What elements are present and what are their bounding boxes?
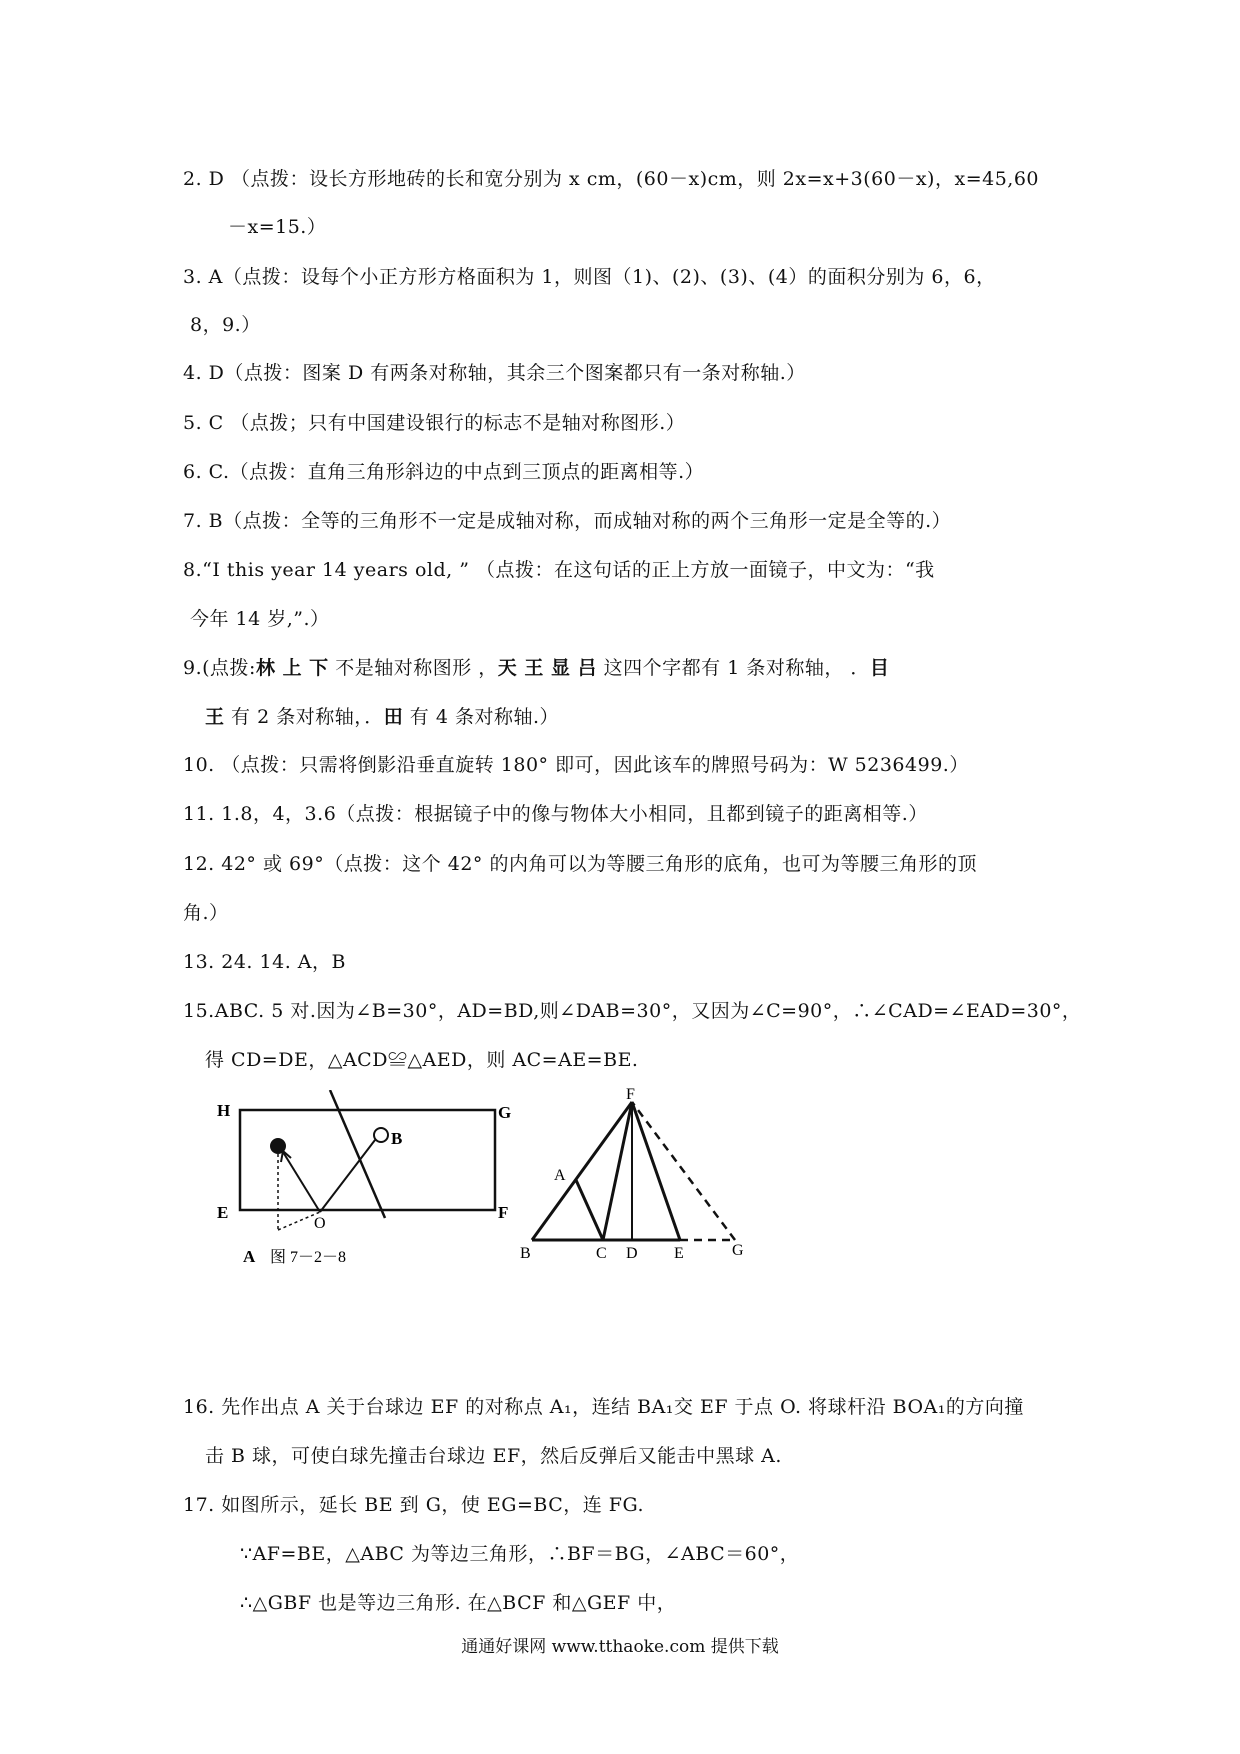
answer-7: 7. B（点拨：全等的三角形不一定是成轴对称，而成轴对称的两个三角形一定是全等的.） <box>183 510 952 532</box>
answer-2-line-2: －x=15.） <box>228 216 327 238</box>
answer-9-line2-chars-b: 田 <box>383 706 404 728</box>
white-ball <box>374 1128 388 1142</box>
label-h: H <box>217 1101 231 1120</box>
answer-9-line2-mid: 有 2 条对称轴，． <box>224 706 384 728</box>
answer-15-line-2: 得 CD=DE，△ACD≌△AED，则 AC=AE=BE. <box>205 1049 639 1071</box>
answer-17-line-3: ∴△GBF 也是等边三角形. 在△BCF 和△GEF 中， <box>240 1592 677 1614</box>
answer-9-line2-suffix: 有 4 条对称轴.） <box>403 706 559 728</box>
answer-10: 10. （点拨：只需将倒影沿垂直旋转 180° 即可，因此该车的牌照号码为：W 5236499.） <box>183 754 969 776</box>
ball-path-o-a <box>283 1152 320 1212</box>
answer-12-line-1: 12. 42° 或 69°（点拨：这个 42° 的内角可以为等腰三角形的底角，也可为等腰三角形的顶 <box>183 853 977 875</box>
label-f: F <box>626 1088 635 1103</box>
answer-17-line-1: 17. 如图所示，延长 BE 到 G，使 EG=BC，连 FG. <box>183 1494 645 1516</box>
answer-5: 5. C （点拨；只有中国建设银行的标志不是轴对称图形.） <box>183 412 686 434</box>
answer-13-14: 13. 24. 14. A，B <box>183 951 346 973</box>
segment-g-f-dashed <box>632 1102 735 1240</box>
answer-2-line-1: 2. D （点拨：设长方形地砖的长和宽分别为 x cm，(60－x)cm，则 2x=x+3(60－x)，x=45,60 <box>183 168 1040 190</box>
label-c: C <box>596 1245 607 1262</box>
label-g: G <box>498 1103 512 1122</box>
answer-9-chars-a: 林 上 下 <box>255 657 329 679</box>
label-e: E <box>674 1245 684 1262</box>
answer-12-line-2: 角.） <box>183 902 229 924</box>
answer-9-mid-a: 不是轴对称图形 ， <box>328 657 498 679</box>
answer-17-line-2: ∵AF=BE，△ABC 为等边三角形，∴BF＝BG，∠ABC＝60°， <box>240 1543 800 1565</box>
answer-11: 11. 1.8，4，3.6（点拨：根据镜子中的像与物体大小相同，且都到镜子的距离相等.） <box>183 803 928 825</box>
page-footer: 通通好课网 www.tthaoke.com 提供下载 <box>461 1637 779 1657</box>
billiard-figure <box>215 1090 545 1270</box>
answer-9-prefix: 9.(点拨: <box>183 657 256 679</box>
label-b: B <box>391 1129 403 1148</box>
answer-6: 6. C.（点拨：直角三角形斜边的中点到三顶点的距离相等.） <box>183 461 705 483</box>
answer-15-line-1: 15.ABC. 5 对.因为∠B=30°，AD=BD,则∠DAB=30°，又因为∠C=90°，∴∠CAD=∠EAD=30°， <box>183 1000 1082 1022</box>
label-o: O <box>314 1215 326 1232</box>
answer-16-line-1: 16. 先作出点 A 关于台球边 EF 的对称点 A₁，连结 BA₁交 EF 于点 O. 将球杆沿 BOA₁的方向撞 <box>183 1396 1024 1418</box>
answer-3-line-1: 3. A（点拨：设每个小正方形方格面积为 1，则图（1)、(2)、(3)、(4）的面积分别为 6，6， <box>183 266 996 288</box>
label-f: F <box>498 1203 509 1222</box>
label-a: A <box>554 1167 566 1184</box>
segment-e-f <box>632 1102 680 1240</box>
answer-9-chars-c: 目 <box>869 657 890 679</box>
label-d: D <box>626 1245 638 1262</box>
answer-9-line-2 <box>205 702 559 729</box>
label-e: E <box>217 1203 229 1222</box>
answer-8-line-2: 今年 14 岁,”.） <box>190 608 330 630</box>
answer-9-line2-chars-a: 王 <box>205 706 225 728</box>
answer-16-line-2: 击 B 球，可使白球先撞击台球边 EF，然后反弹后又能击中黑球 A. <box>205 1445 782 1467</box>
answer-4: 4. D（点拨：图案 D 有两条对称轴，其余三个图案都只有一条对称轴.） <box>183 362 806 384</box>
answer-3-line-2: 8，9.） <box>190 314 261 336</box>
segment-a-c <box>576 1180 603 1240</box>
label-b: B <box>520 1245 531 1262</box>
answer-9-line-1 <box>183 653 889 680</box>
answer-8-line-1: 8.“I this year 14 years old, ” （点拨：在这句话的正上方放一面镜子，中文为：“我 <box>183 559 935 581</box>
answer-9-mid-b: 这四个字都有 1 条对称轴， ． <box>597 657 870 679</box>
label-a: A <box>243 1247 256 1266</box>
triangle-figure <box>520 1088 760 1268</box>
answer-9-chars-b: 天 王 显 吕 <box>497 657 598 679</box>
label-g: G <box>732 1242 744 1259</box>
figure-caption: 图 7－2－8 <box>270 1249 347 1266</box>
